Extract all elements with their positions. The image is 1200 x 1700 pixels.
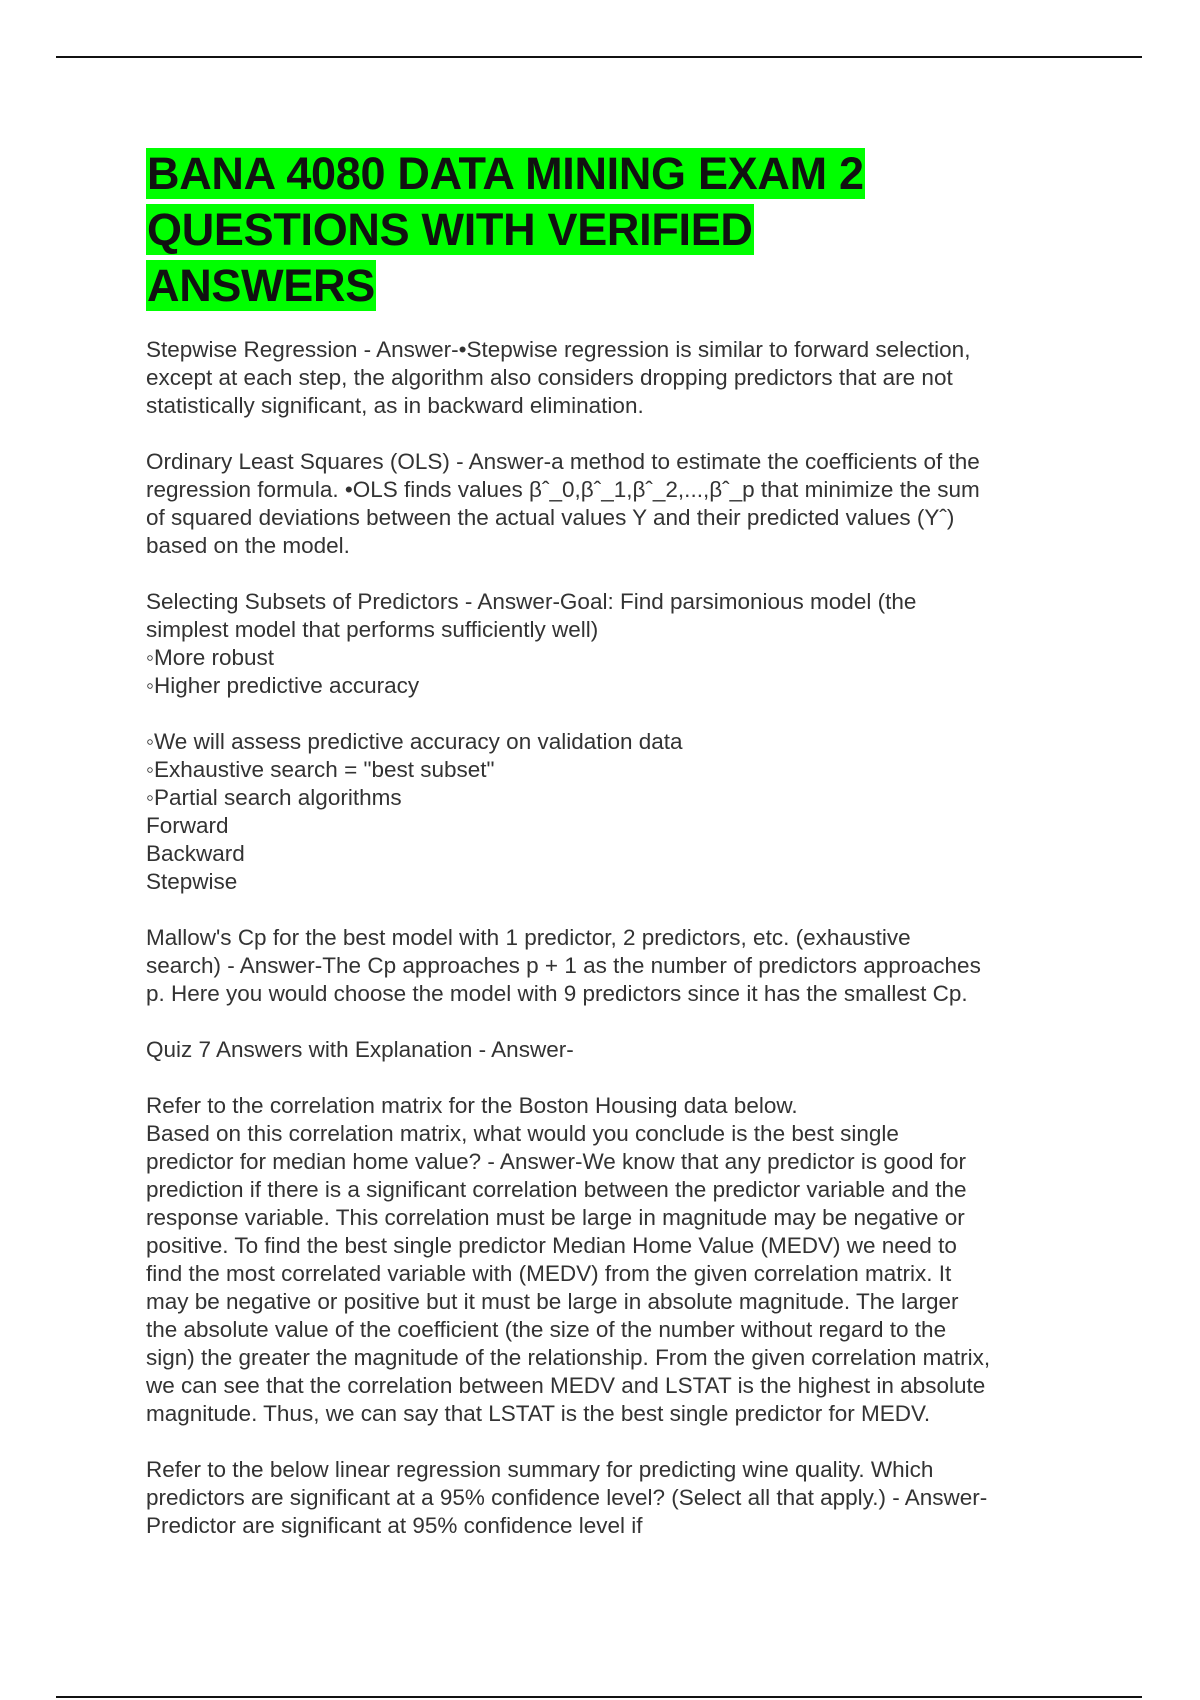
page-content — [146, 146, 1058, 1540]
text-line: Predictor are significant at 95% confidence level if — [146, 1513, 643, 1538]
text-line: ◦We will assess predictive accuracy on validation data — [146, 729, 683, 754]
qa-entry — [146, 1036, 1058, 1064]
text-line: except at each step, the algorithm also considers dropping predictors that are not — [146, 365, 953, 390]
paragraph-gap — [146, 1064, 1058, 1092]
text-line: predictors are significant at a 95% confidence level? (Select all that apply.) - Answer- — [146, 1485, 988, 1510]
text-line: positive. To find the best single predictor Median Home Value (MEDV) we need to — [146, 1233, 957, 1258]
text-line: Mallow's Cp for the best model with 1 predictor, 2 predictors, etc. (exhaustive — [146, 925, 911, 950]
qa-entry — [146, 924, 1058, 1008]
qa-entry — [146, 588, 1058, 700]
text-line: Forward — [146, 813, 229, 838]
text-line: ◦More robust — [146, 645, 275, 670]
text-line: simplest model that performs sufficiently well) — [146, 617, 599, 642]
text-line: Ordinary Least Squares (OLS) - Answer-a method to estimate the coefficients of the — [146, 449, 980, 474]
text-line: find the most correlated variable with (MEDV) from the given correlation matrix. It — [146, 1261, 952, 1286]
paragraph-gap — [146, 560, 1058, 588]
text-line: prediction if there is a significant correlation between the predictor variable and the — [146, 1177, 967, 1202]
paragraph-gap — [146, 896, 1058, 924]
qa-entry — [146, 1092, 1058, 1428]
text-line: we can see that the correlation between MEDV and LSTAT is the highest in absolute — [146, 1373, 986, 1398]
text-line: Refer to the correlation matrix for the Boston Housing data below. — [146, 1093, 798, 1118]
text-line: search) - Answer-The Cp approaches p + 1 as the number of predictors approaches — [146, 953, 981, 978]
paragraph-gap — [146, 1008, 1058, 1036]
qa-entry — [146, 1456, 1058, 1540]
qa-list — [146, 336, 1058, 1540]
text-line: Stepwise — [146, 869, 238, 894]
text-line: Selecting Subsets of Predictors - Answer-Goal: Find parsimonious model (the — [146, 589, 917, 614]
title-line: BANA 4080 DATA MINING EXAM 2 — [147, 148, 864, 199]
text-line: Stepwise Regression - Answer-•Stepwise regression is similar to forward selection, — [146, 337, 971, 362]
paragraph-gap — [146, 700, 1058, 728]
top-rule — [56, 56, 1142, 58]
text-line: ◦Higher predictive accuracy — [146, 673, 420, 698]
text-line: Quiz 7 Answers with Explanation - Answer- — [146, 1037, 574, 1062]
text-line: statistically significant, as in backward elimination. — [146, 393, 644, 418]
bottom-rule — [56, 1696, 1142, 1698]
text-line: p. Here you would choose the model with 9 predictors since it has the smallest Cp. — [146, 981, 968, 1006]
document-title — [146, 146, 1058, 314]
text-line: response variable. This correlation must be large in magnitude may be negative or — [146, 1205, 965, 1230]
text-line: regression formula. •OLS finds values βˆ_0,βˆ_1,βˆ_2,...,βˆ_p that minimize the sum — [146, 477, 980, 502]
text-line: Backward — [146, 841, 245, 866]
text-line: predictor for median home value? - Answer-We know that any predictor is good for — [146, 1149, 966, 1174]
text-line: of squared deviations between the actual values Y and their predicted values (Yˆ) — [146, 505, 955, 530]
text-line: sign) the greater the magnitude of the relationship. From the given correlation matrix, — [146, 1345, 991, 1370]
qa-entry — [146, 336, 1058, 420]
title-line: QUESTIONS WITH VERIFIED — [147, 204, 753, 255]
text-line: ◦Partial search algorithms — [146, 785, 402, 810]
text-line: may be negative or positive but it must be large in absolute magnitude. The larger — [146, 1289, 959, 1314]
text-line: magnitude. Thus, we can say that LSTAT is the best single predictor for MEDV. — [146, 1401, 931, 1426]
text-line: Refer to the below linear regression summary for predicting wine quality. Which — [146, 1457, 934, 1482]
title-line: ANSWERS — [147, 260, 375, 311]
text-line: based on the model. — [146, 533, 350, 558]
text-line: the absolute value of the coefficient (the size of the number without regard to the — [146, 1317, 947, 1342]
text-line: ◦Exhaustive search = "best subset" — [146, 757, 495, 782]
paragraph-gap — [146, 1428, 1058, 1456]
paragraph-gap — [146, 420, 1058, 448]
qa-entry — [146, 728, 1058, 896]
qa-entry — [146, 448, 1058, 560]
text-line: Based on this correlation matrix, what would you conclude is the best single — [146, 1121, 899, 1146]
